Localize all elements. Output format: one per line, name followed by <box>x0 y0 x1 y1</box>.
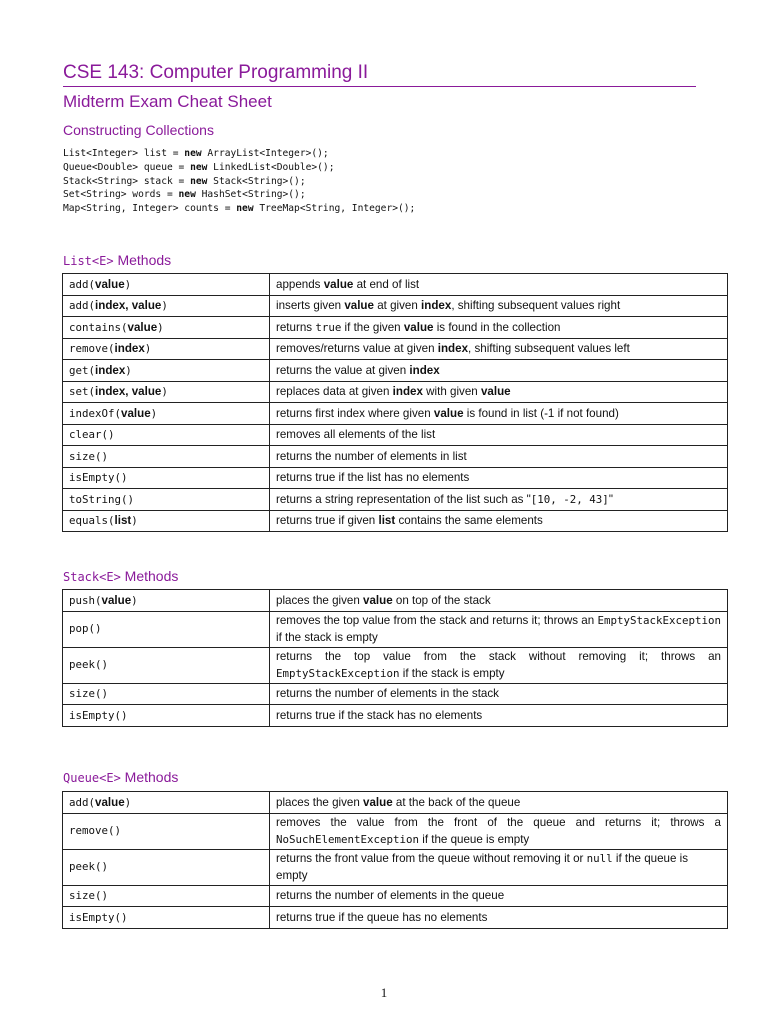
emphasis-text: value <box>121 406 151 420</box>
method-signature <box>63 424 270 446</box>
code-token: remove( <box>69 342 115 355</box>
text: if the stack is empty <box>276 631 378 644</box>
text: contains the same elements <box>395 514 543 527</box>
code-keyword: new <box>190 161 208 173</box>
code-keyword: new <box>190 175 208 187</box>
method-description <box>270 813 728 849</box>
text: , shifting subsequent values left <box>468 342 630 355</box>
method-signature <box>63 705 270 727</box>
method-description <box>270 317 728 339</box>
code-token: push( <box>69 593 102 607</box>
method-signature <box>63 338 270 360</box>
code-token: size() <box>69 449 109 463</box>
code-token: get( <box>69 363 96 377</box>
code-token: size() <box>69 687 109 700</box>
table-row <box>63 849 728 885</box>
method-description <box>270 274 728 296</box>
code-token: add( <box>69 277 96 291</box>
code-text: Stack<String> stack = <box>63 175 191 187</box>
method-signature <box>63 611 270 647</box>
code-text: LinkedList<Double>(); <box>207 161 335 173</box>
code-token: size() <box>69 889 109 902</box>
code-block <box>63 147 415 216</box>
text: with given <box>422 385 481 398</box>
code-token: true <box>315 320 342 334</box>
table-row <box>63 647 728 683</box>
section-heading-suffix: Methods <box>120 769 179 785</box>
table-row <box>63 683 728 705</box>
code-token: ) <box>125 363 132 377</box>
method-signature <box>63 360 270 382</box>
code-token: toString() <box>69 492 135 506</box>
text: returns <box>276 320 316 334</box>
code-text: List<Integer> list = <box>63 148 185 159</box>
emphasis-text: value <box>344 299 374 312</box>
text: is found in list (-1 if not found) <box>463 406 619 420</box>
code-token: ) <box>131 514 138 527</box>
code-token: EmptyStackException <box>597 613 721 627</box>
code-text: TreeMap<String, Integer>(); <box>253 203 416 215</box>
text: removes/returns value at given <box>276 342 438 355</box>
table-row <box>63 590 728 612</box>
method-signature <box>63 813 270 849</box>
text: at the back of the queue <box>392 795 521 809</box>
code-token: peek() <box>69 658 109 672</box>
code-keyword: new <box>178 189 196 201</box>
code-keyword: new <box>184 148 202 159</box>
method-description <box>270 907 728 929</box>
stack-methods-table <box>62 589 728 727</box>
table-row <box>63 885 728 907</box>
code-line <box>63 161 415 175</box>
table-row <box>63 360 728 382</box>
section-heading-stack <box>63 566 178 587</box>
code-token: ) <box>161 385 168 398</box>
text: returns the value at given <box>276 363 410 377</box>
method-description <box>270 403 728 425</box>
method-signature <box>63 295 270 317</box>
method-signature <box>63 590 270 612</box>
page-subtitle: Midterm Exam Cheat Sheet <box>63 92 272 111</box>
code-line <box>63 147 415 161</box>
table-row <box>63 792 728 814</box>
table-row <box>63 381 728 403</box>
code-token: isEmpty() <box>69 910 128 924</box>
code-token: null <box>586 851 613 865</box>
code-token: remove() <box>69 824 122 838</box>
method-signature <box>63 489 270 511</box>
method-signature <box>63 647 270 683</box>
method-signature <box>63 381 270 403</box>
emphasis-text: index <box>409 363 440 377</box>
table-row <box>63 317 728 339</box>
table-row <box>63 424 728 446</box>
code-token: clear() <box>69 428 115 441</box>
code-token: ) <box>131 593 138 607</box>
emphasis-text: index <box>421 299 452 312</box>
text: returns the front value from the queue without removing it or <box>276 851 587 865</box>
emphasis-text: list <box>378 514 396 527</box>
code-line <box>63 175 415 189</box>
code-token: isEmpty() <box>69 471 128 484</box>
text: returns the top value from the stack without removing it; throws an <box>276 649 721 663</box>
method-description <box>270 424 728 446</box>
code-keyword: new <box>236 203 254 215</box>
text: if the stack is empty <box>399 667 505 680</box>
section-type-label: List<E> <box>63 254 114 268</box>
method-signature <box>63 907 270 929</box>
text: at end of list <box>353 277 420 291</box>
text: on top of the stack <box>392 593 491 607</box>
text: if the queue is empty <box>419 833 530 846</box>
code-token: ) <box>124 795 132 809</box>
emphasis-text: value <box>101 593 132 607</box>
method-signature <box>63 849 270 885</box>
section-heading-list <box>63 250 171 271</box>
method-description <box>270 885 728 907</box>
text: , shifting subsequent values right <box>451 299 621 312</box>
code-text: HashSet<String>(); <box>195 189 306 201</box>
text: places the given <box>276 593 364 607</box>
code-text: Map<String, Integer> counts = <box>63 203 237 215</box>
method-signature <box>63 403 270 425</box>
method-signature <box>63 467 270 489</box>
text: removes the value from the front of the queue and returns it; throws a <box>276 815 721 829</box>
table-row <box>63 813 728 849</box>
emphasis-text: index <box>392 385 423 398</box>
code-token: ) <box>157 320 164 334</box>
text: returns true if the queue has no elements <box>276 910 488 924</box>
page-number: 1 <box>380 985 388 1000</box>
code-line <box>63 202 415 216</box>
emphasis-text: value <box>127 320 158 334</box>
page-title: CSE 143: Computer Programming II <box>63 60 696 87</box>
text: removes all elements of the list <box>276 428 436 441</box>
method-description <box>270 590 728 612</box>
code-text: Queue<Double> queue = <box>63 161 191 173</box>
table-row <box>63 489 728 511</box>
table-row <box>63 295 728 317</box>
table-row <box>63 274 728 296</box>
emphasis-text: index <box>437 342 469 355</box>
method-description <box>270 510 728 532</box>
text: places the given <box>276 795 364 809</box>
text: returns true if the stack has no elements <box>276 708 483 722</box>
table-row <box>63 338 728 360</box>
queue-methods-table <box>62 791 728 929</box>
text: returns true if the list has no elements <box>276 471 470 484</box>
method-description <box>270 467 728 489</box>
method-description <box>270 489 728 511</box>
text: is found in the collection <box>433 320 561 334</box>
code-text: Stack<String>(); <box>207 175 306 187</box>
section-heading-suffix: Methods <box>120 568 179 584</box>
text: returns the number of elements in list <box>276 449 467 463</box>
method-description <box>270 360 728 382</box>
emphasis-text: value <box>433 406 464 420</box>
text: if the given <box>341 320 404 334</box>
table-row <box>63 467 728 489</box>
table-row <box>63 611 728 647</box>
text: returns the number of elements in the queue <box>276 889 505 902</box>
method-description <box>270 683 728 705</box>
code-token: peek() <box>69 860 109 874</box>
emphasis-text: value <box>323 277 354 291</box>
section-type-label: Queue<E> <box>63 771 121 785</box>
text: returns a string representation of the list such as " <box>276 492 531 506</box>
method-signature <box>63 274 270 296</box>
code-token: EmptyStackException <box>276 667 400 680</box>
table-row <box>63 403 728 425</box>
emphasis-text: list <box>114 514 132 527</box>
table-row <box>63 705 728 727</box>
method-signature <box>63 446 270 468</box>
method-description <box>270 705 728 727</box>
method-description <box>270 849 728 885</box>
emphasis-text: index, value <box>95 299 162 312</box>
emphasis-text: index <box>114 342 145 355</box>
emphasis-text: index, value <box>95 385 162 398</box>
method-signature <box>63 683 270 705</box>
text: appends <box>276 277 324 291</box>
method-signature <box>63 792 270 814</box>
emphasis-text: value <box>95 795 125 809</box>
code-token: equals( <box>69 514 115 527</box>
code-token: contains( <box>69 320 128 334</box>
text: removes the top value from the stack and returns it; throws an <box>276 613 598 627</box>
emphasis-text: value <box>363 593 393 607</box>
code-token: add( <box>69 795 96 809</box>
method-description <box>270 295 728 317</box>
section-type-label: Stack<E> <box>63 570 121 584</box>
method-description <box>270 647 728 683</box>
section-heading-constructing: Constructing Collections <box>63 122 214 138</box>
code-token: [10, -2, 43] <box>530 492 609 506</box>
emphasis-text: value <box>403 320 434 334</box>
text: " <box>608 492 613 506</box>
emphasis-text: value <box>363 795 393 809</box>
method-signature <box>63 510 270 532</box>
method-signature <box>63 317 270 339</box>
method-description <box>270 611 728 647</box>
emphasis-text: value <box>480 385 511 398</box>
code-text: ArrayList<Integer>(); <box>201 148 329 159</box>
code-token: pop() <box>69 622 102 636</box>
code-token: add( <box>69 299 96 312</box>
emphasis-text: index <box>95 363 126 377</box>
method-description <box>270 792 728 814</box>
table-row <box>63 510 728 532</box>
text: replaces data at given <box>276 385 393 398</box>
emphasis-text: value <box>95 277 125 291</box>
table-row <box>63 446 728 468</box>
code-token: NoSuchElementException <box>276 833 420 846</box>
text: inserts given <box>276 299 345 312</box>
code-token: ) <box>144 342 152 355</box>
text: returns the number of elements in the stack <box>276 687 499 700</box>
method-description <box>270 381 728 403</box>
table-row <box>63 907 728 929</box>
section-heading-suffix: Methods <box>113 252 172 268</box>
code-token: ) <box>161 299 168 312</box>
method-description <box>270 338 728 360</box>
text: returns true if given <box>276 514 379 527</box>
code-token: ) <box>124 277 132 291</box>
code-token: indexOf( <box>69 406 122 420</box>
code-token: ) <box>150 406 158 420</box>
method-signature <box>63 885 270 907</box>
code-token: set( <box>69 385 96 398</box>
text: at given <box>373 299 422 312</box>
text: if the queue is empty <box>276 851 689 882</box>
method-description <box>270 446 728 468</box>
list-methods-table <box>62 273 728 532</box>
section-heading-queue <box>63 767 178 788</box>
code-line <box>63 188 415 202</box>
code-text: Set<String> words = <box>63 189 179 201</box>
text: returns first index where given <box>276 406 434 420</box>
code-token: isEmpty() <box>69 708 128 722</box>
